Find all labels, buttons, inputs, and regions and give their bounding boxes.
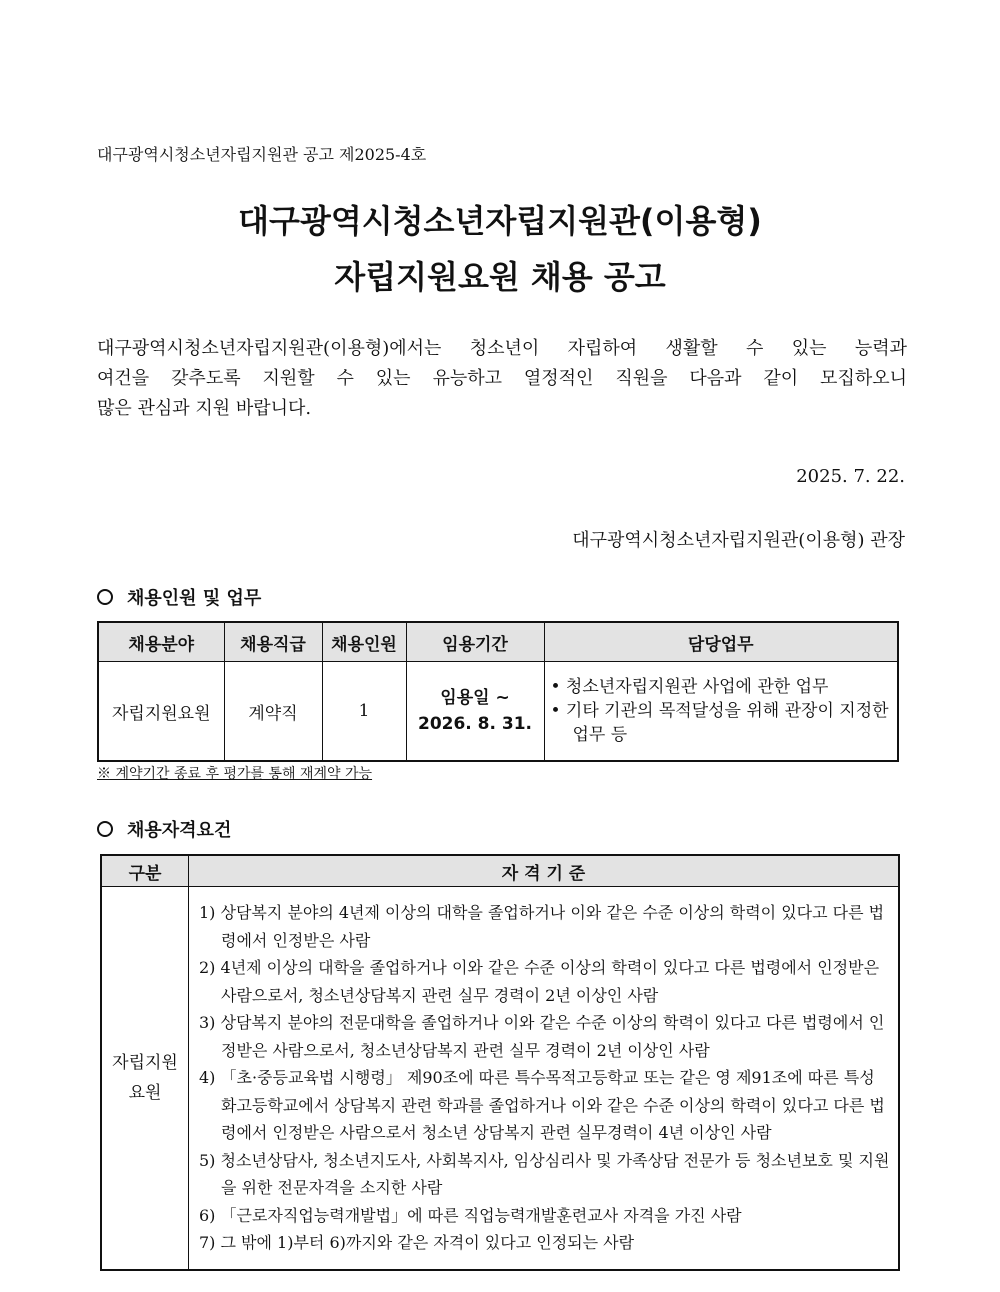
category-line: 요원 <box>128 1082 162 1103</box>
column-header: 채용분야 <box>98 622 224 662</box>
issuer-signature: 대구광역시청소년자립지원관(이용형) 관장 <box>572 530 905 551</box>
contract-note: ※ 계약기간 종료 후 평가를 통해 재계약 가능 <box>97 766 373 782</box>
duty-item: • 기타 기관의 목적달성을 위해 관장이 지정한 업무 등 <box>550 701 889 745</box>
intro-paragraph <box>97 334 907 424</box>
criterion-item: 3) 상담복지 분야의 전문대학을 졸업하거나 이와 같은 수준 이상의 학력이 있다고 다른 법령에서 인정받은 사람으로서, 청소년상담복지 관련 실무 경력이 2년 이상인 사람 <box>199 1013 885 1060</box>
table-row <box>101 887 899 1270</box>
period-end: 2026. 8. 31. <box>417 714 532 734</box>
grade-cell: 계약직 <box>224 662 322 762</box>
criterion-item: 1) 상담복지 분야의 4년제 이상의 대학을 졸업하거나 이와 같은 수준 이상의 학력이 있다고 다른 법령에서 인정받은 사람 <box>199 903 885 950</box>
category-line: 자립지원 <box>112 1052 178 1073</box>
intro-line: 많은 관심과 지원 바랍니다. <box>97 398 312 419</box>
column-header: 임용기간 <box>406 622 544 662</box>
section-heading-qualifications <box>97 816 231 842</box>
intro-line: 여건을 갖추도록 지원할 수 있는 유능하고 열정적인 직원을 다음과 같이 모집하오니 <box>97 368 907 389</box>
field-cell: 자립지원요원 <box>98 662 224 762</box>
positions-table <box>97 621 899 762</box>
notice-number: 대구광역시청소년자립지원관 공고 제2025-4호 <box>97 145 427 164</box>
criterion-item: 5) 청소년상담사, 청소년지도사, 사회복지사, 임상심리사 및 가족상담 전문가 등 청소년보호 및 지원을 위한 전문자격을 소지한 사람 <box>199 1150 890 1197</box>
document-title: 대구광역시청소년자립지원관(이용형) <box>238 202 762 240</box>
intro-line: 대구광역시청소년자립지원관(이용형)에서는 청소년이 자립하여 생활할 수 있는 능력과 <box>97 338 907 359</box>
criterion-item: 6) 「근로자직업능력개발법」에 따른 직업능력개발훈련교사 자격을 가진 사람 <box>199 1205 742 1225</box>
table-row <box>98 662 898 762</box>
document-subtitle: 자립지원요원 채용 공고 <box>334 258 666 296</box>
criterion-item: 2) 4년제 이상의 대학을 졸업하거나 이와 같은 수준 이상의 학력이 있다고 다른 법령에서 인정받은 사람으로서, 청소년상담복지 관련 실무 경력이 2년 이상인 사람 <box>199 958 880 1005</box>
notice-date: 2025. 7. 22. <box>796 466 905 487</box>
column-header: 자 격 기 준 <box>189 855 900 887</box>
period-start: 임용일 ~ <box>440 688 510 708</box>
period-cell <box>406 662 544 762</box>
duty-item: • 청소년자립지원관 사업에 관한 업무 <box>550 677 829 697</box>
table-header-row <box>101 855 899 887</box>
count-cell: 1 <box>322 662 406 762</box>
column-header: 구분 <box>101 855 189 887</box>
qualifications-table <box>100 854 900 1271</box>
column-header: 채용직급 <box>224 622 322 662</box>
circle-bullet-icon <box>97 821 113 837</box>
criterion-item: 4) 「초·중등교육법 시행령」 제90조에 따른 특수목적고등학교 또는 같은 영 제91조에 따른 특성화고등학교에서 상담복지 관련 학과를 졸업하거나 이와 같은 수준 이상의 학력이 있다고 다른 법령에서 인정받은 사람으로서 청소년 상담복지 관련 실무경력이 4년 이상인 사람 <box>199 1068 885 1142</box>
category-cell <box>101 887 189 1270</box>
table-header-row <box>98 622 898 662</box>
criterion-item: 7) 그 밖에 1)부터 6)까지와 같은 자격이 있다고 인정되는 사람 <box>199 1233 635 1252</box>
circle-bullet-icon <box>97 589 113 605</box>
section-title: 채용자격요건 <box>127 820 232 841</box>
column-header: 담당업무 <box>544 622 898 662</box>
criteria-cell <box>189 887 900 1270</box>
duties-cell <box>544 662 898 762</box>
section-heading-positions <box>97 584 261 610</box>
column-header: 채용인원 <box>322 622 406 662</box>
section-title: 채용인원 및 업무 <box>127 588 262 609</box>
